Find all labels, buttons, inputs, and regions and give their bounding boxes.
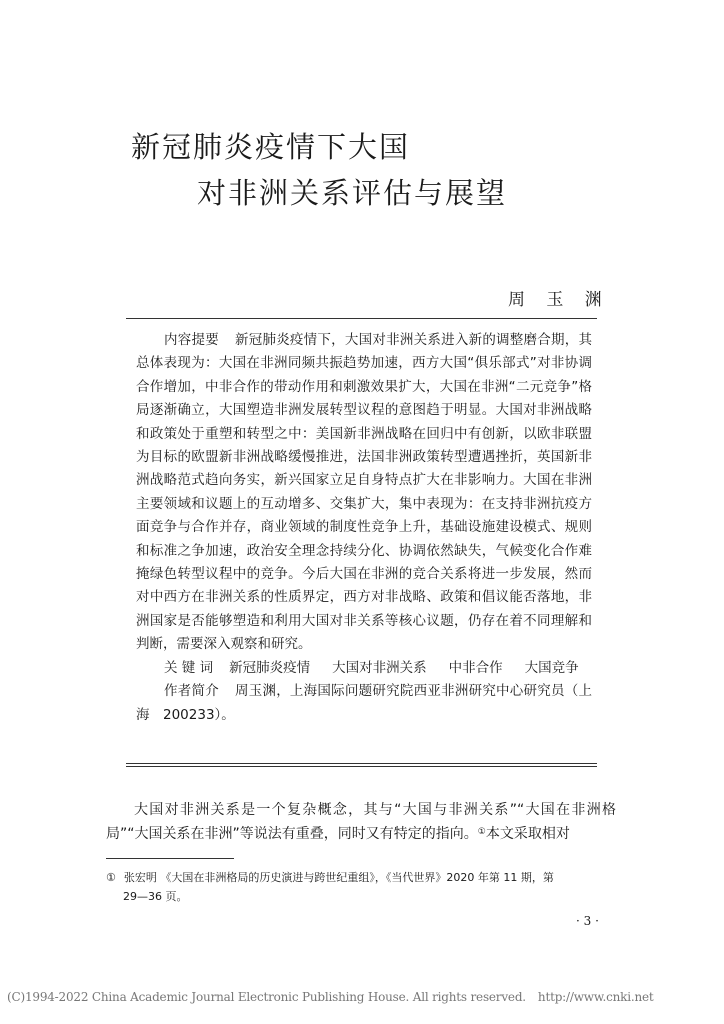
keyword-term: 大国竞争 <box>524 659 579 676</box>
keyword-term: 新冠肺炎疫情 <box>229 659 311 676</box>
author-info-line <box>136 680 592 727</box>
abstract-top-rule <box>126 318 597 319</box>
article-title-line-2: 对非洲关系评估与展望 <box>197 176 508 210</box>
cnki-link[interactable]: http://www.cnki.net <box>537 990 654 1004</box>
abstract-paragraph <box>136 329 592 657</box>
abstract-text: 新冠肺炎疫情下，大国对非洲关系进入新的调整磨合期，其总体表现为：大国在非洲同频共振趋势加速，西方大国“俱乐部式”对非协调合作增加，中非合作的带动作用和刺激效果扩大，大国在非洲“二元竞争”格局逐渐确立，大国塑造非洲发展转型议程的意图趋于明显。大国对非洲战略和政策处于重塑和转型之中：美国新非洲战略在回归中有创新，以欧非联盟为目标的欧盟新非洲战略缓慢推进，法国非洲政策转型遭遇挫折，英国新非洲战略范式趋向务实，新兴国家立足自身特点扩大在非影响力。大国在非洲主要领域和议题上的互动增多、交集扩大，集中表现为：在支持非洲抗疫方面竞争与合作并存，商业领域的制度性竞争上升，基础设施建设模式、规则和标准之争加速，政治安全理念持续分化、协调依然缺失，气候变化合作难掩绿色转型议程中的竞争。今后大国在非洲的竞合关系将进一步发展，然而对中西方在非洲关系的性质界定，西方对非战略、政策和倡议能否落地，非洲国家是否能够塑造和利用大国对非关系等核心议题，仍存在着不同理解和判断，需要深入观察和研究。 <box>136 332 593 653</box>
keyword-term: 中非合作 <box>448 659 503 676</box>
footnote-text-line-1: 张宏明 《大国在非洲格局的历史演进与跨世纪重组》，《当代世界》2020 年第 11 期，第 <box>123 871 554 884</box>
copyright-text: (C)1994-2022 China Academic Journal Electronic Publishing House. All rights reserved. <box>7 990 526 1004</box>
copyright-footer <box>7 990 654 1004</box>
author-info-text: 周玉渊，上海国际问题研究院西亚非洲研究中心研究员（上海 200233）。 <box>136 683 593 723</box>
footnote-reference[interactable]: ① <box>477 826 486 837</box>
body-text: 大国对非洲关系是一个复杂概念，其与“大国与非洲关系”“大国在非洲格局”“大国关系在非洲”等说法有重叠，同时又有特定的指向。 <box>106 802 616 842</box>
keywords-label: 关 键 词 <box>164 659 214 676</box>
abstract-bottom-rule <box>126 763 597 767</box>
page-number: · 3 · <box>576 914 599 928</box>
body-text-continued: 本文采取相对 <box>485 825 570 842</box>
body-paragraph <box>106 799 616 846</box>
keywords-line <box>136 657 592 680</box>
author-info-label: 作者简介 <box>164 683 219 700</box>
footnote-mark: ① <box>106 871 116 884</box>
author-name: 周 玉 渊 <box>508 290 610 310</box>
abstract-block <box>136 329 592 727</box>
abstract-label: 内容提要 <box>164 332 219 348</box>
keyword-term: 大国对非洲关系 <box>332 659 427 676</box>
footnote-text-line-2: 29—36 页。 <box>123 890 188 903</box>
footnote-divider <box>106 858 234 859</box>
footnote <box>106 868 618 906</box>
article-title-line-1: 新冠肺炎疫情下大国 <box>131 130 411 164</box>
